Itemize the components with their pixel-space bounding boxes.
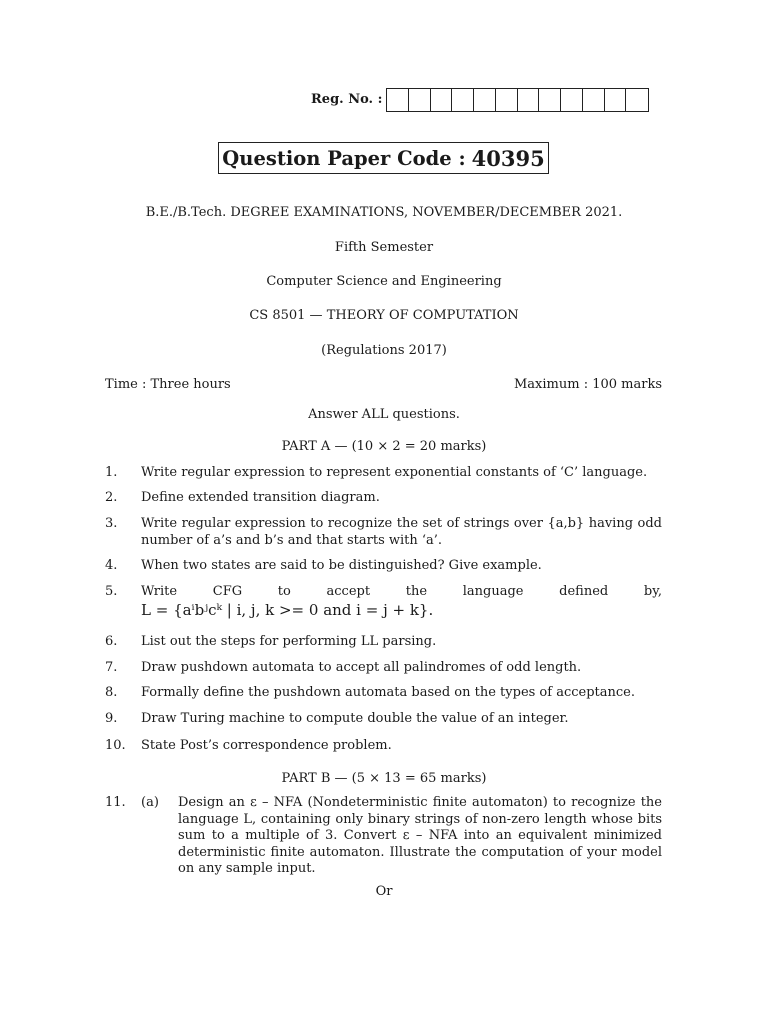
course-title: CS 8501 — THEORY OF COMPUTATION <box>249 308 519 323</box>
question-number: 8. <box>105 685 118 700</box>
question-paper-code-box <box>218 142 549 174</box>
question-text: Write regular expression to recognize the set of strings over {a,b} having odd number of a’s and b’s and that starts with ‘a’. <box>141 516 662 548</box>
question-text: Draw Turing machine to compute double the value of an integer. <box>141 711 569 726</box>
question-number: 6. <box>105 634 118 649</box>
branch: Computer Science and Engineering <box>266 274 502 289</box>
question-number: 7. <box>105 660 118 675</box>
question-5 <box>141 584 662 618</box>
question-number: 2. <box>105 490 118 505</box>
maximum-marks: Maximum : 100 marks <box>513 377 662 392</box>
question-number: 3. <box>105 516 118 531</box>
question-text: List out the steps for performing LL parsing. <box>141 634 437 649</box>
word: accept <box>326 584 371 599</box>
word: by, <box>643 584 662 599</box>
word: language <box>462 584 524 599</box>
reg-no-box <box>626 89 648 111</box>
sub-question-label: (a) <box>141 795 159 810</box>
question-text: When two states are said to be distinguished? Give example. <box>141 558 542 573</box>
language-formula: L = {aⁱbʲcᵏ | i, j, k >= 0 and i = j + k}. <box>141 600 434 619</box>
reg-no-box <box>431 89 453 111</box>
word: to <box>277 584 291 599</box>
question-text: State Post’s correspondence problem. <box>141 738 392 753</box>
reg-no-box <box>561 89 583 111</box>
regulations: (Regulations 2017) <box>321 343 447 358</box>
time-duration: Time : Three hours <box>105 377 231 392</box>
or-separator: Or <box>375 884 393 899</box>
question-text: Write regular expression to represent exponential constants of ‘C’ language. <box>141 465 648 480</box>
reg-no-box <box>452 89 474 111</box>
question-number: 11. <box>105 795 126 810</box>
reg-no-boxes <box>386 88 649 112</box>
reg-no-box <box>387 89 409 111</box>
question-number: 4. <box>105 558 118 573</box>
reg-no-box <box>539 89 561 111</box>
question-5-words <box>141 584 662 601</box>
reg-no-box <box>605 89 627 111</box>
exam-title: B.E./B.Tech. DEGREE EXAMINATIONS, NOVEMBER/DECEMBER 2021. <box>145 205 623 220</box>
semester: Fifth Semester <box>334 240 434 255</box>
word: Write <box>141 584 178 599</box>
question-text: Formally define the pushdown automata based on the types of acceptance. <box>141 685 635 700</box>
reg-no-box <box>409 89 431 111</box>
question-number: 5. <box>105 584 118 599</box>
question-number: 9. <box>105 711 118 726</box>
question-text: Draw pushdown automata to accept all palindromes of odd length. <box>141 660 582 675</box>
question-11a-text: Design an ε – NFA (Nondeterministic finite automaton) to recognize the language L, containing only binary strings of non-zero length whose bits sum to a multiple of 3. Convert ε – NFA into an equivalent minimized deterministic finite automaton. Illustrate the computation of your model on any sample input. <box>178 795 662 876</box>
question-text: Define extended transition diagram. <box>141 490 380 505</box>
part-a-heading: PART A — (10 × 2 = 20 marks) <box>281 439 487 454</box>
word: CFG <box>212 584 243 599</box>
reg-no-box <box>518 89 540 111</box>
part-b-heading: PART B — (5 × 13 = 65 marks) <box>281 771 487 786</box>
question-number: 10. <box>105 738 126 753</box>
qpc-label: Question Paper Code : <box>222 146 466 170</box>
reg-no-box <box>583 89 605 111</box>
word: the <box>405 584 428 599</box>
question-number: 1. <box>105 465 118 480</box>
reg-no-box <box>496 89 518 111</box>
word: defined <box>559 584 609 599</box>
reg-no-label: Reg. No. : <box>311 92 383 107</box>
reg-no-box <box>474 89 496 111</box>
qpc-code: 40395 <box>471 145 545 171</box>
instruction: Answer ALL questions. <box>308 407 460 422</box>
